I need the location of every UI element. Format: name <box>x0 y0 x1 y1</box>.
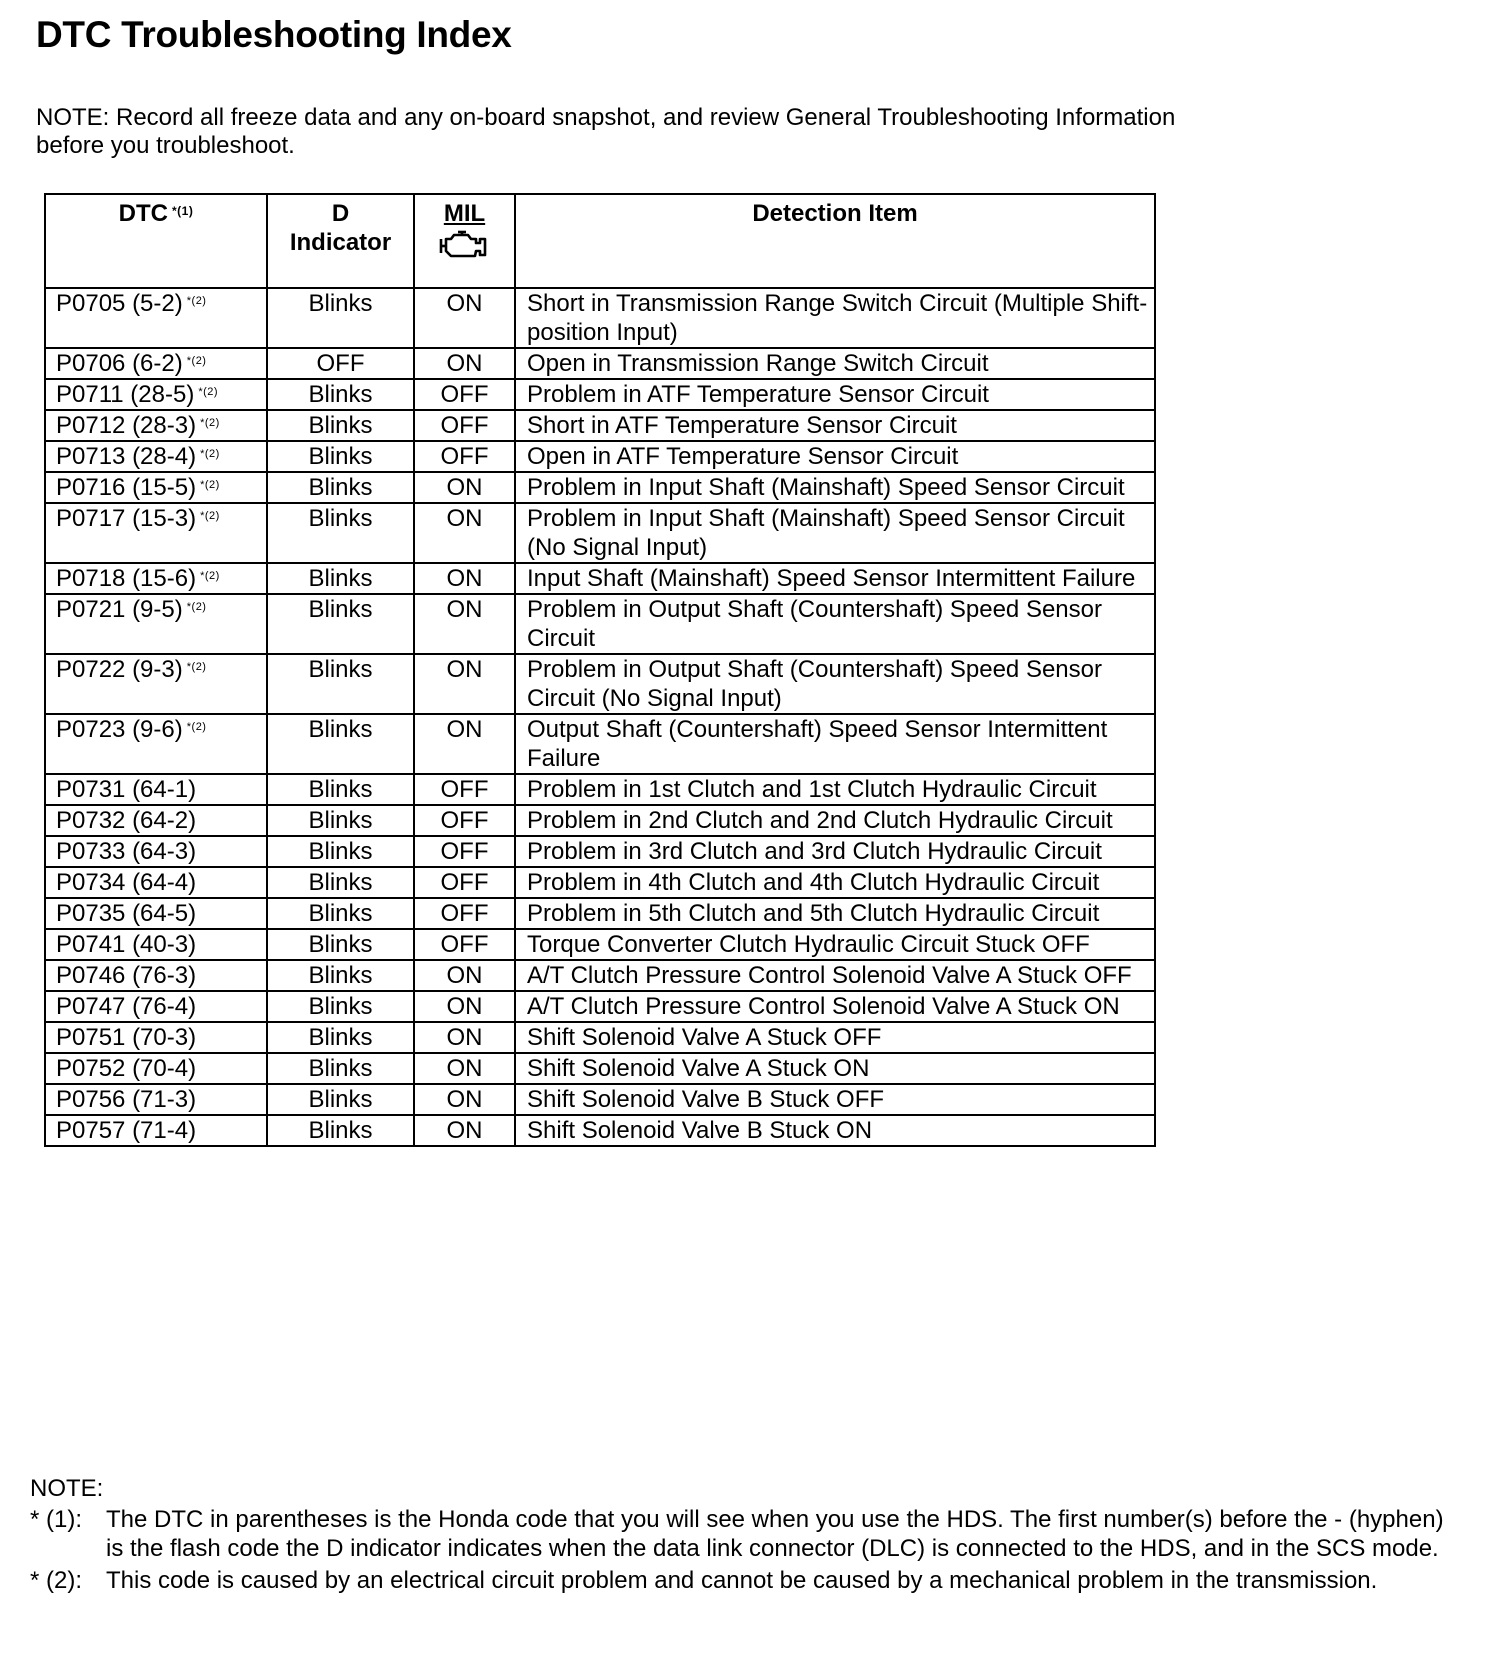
mil-cell: OFF <box>414 805 515 836</box>
dtc-footnote-ref: *(2) <box>200 417 220 429</box>
table-row <box>45 594 1155 654</box>
mil-cell: ON <box>414 1084 515 1115</box>
d-indicator-cell: OFF <box>267 348 414 379</box>
dtc-code: P0752 (70-4) <box>56 1055 197 1082</box>
detection-item-cell: Open in Transmission Range Switch Circuit <box>515 348 1155 379</box>
dtc-code-cell <box>45 503 267 563</box>
table-row <box>45 472 1155 503</box>
detection-item-cell: Shift Solenoid Valve A Stuck ON <box>515 1053 1155 1084</box>
dtc-code: P0734 (64-4) <box>56 869 197 896</box>
detection-item-cell: Input Shaft (Mainshaft) Speed Sensor Intermittent Failure <box>515 563 1155 594</box>
table-row <box>45 654 1155 714</box>
dtc-footnote-ref: *(2) <box>186 295 207 307</box>
mil-cell: ON <box>414 563 515 594</box>
detection-item-cell: Output Shaft (Countershaft) Speed Sensor Intermittent Failure <box>515 714 1155 774</box>
dtc-footnote-ref: *(2) <box>186 721 207 733</box>
table-row <box>45 288 1155 348</box>
d-indicator-cell: Blinks <box>267 1022 414 1053</box>
d-indicator-cell: Blinks <box>267 836 414 867</box>
footnote-2 <box>30 1566 1450 1595</box>
d-indicator-cell: Blinks <box>267 774 414 805</box>
detection-item-cell: Open in ATF Temperature Sensor Circuit <box>515 441 1155 472</box>
dtc-code-cell <box>45 379 267 410</box>
mil-cell: OFF <box>414 929 515 960</box>
footnote-2-text: This code is caused by an electrical circuit problem and cannot be caused by a mechanical problem in the transmission. <box>106 1567 1378 1594</box>
page-title: DTC Troubleshooting Index <box>36 14 512 55</box>
table-row <box>45 410 1155 441</box>
dtc-footnote-ref: *(2) <box>186 661 207 673</box>
mil-cell: ON <box>414 1115 515 1146</box>
header-mil <box>414 194 515 288</box>
header-d-indicator <box>267 194 414 288</box>
mil-cell: OFF <box>414 379 515 410</box>
dtc-code: P0746 (76-3) <box>56 962 197 989</box>
detection-item-cell: Problem in 2nd Clutch and 2nd Clutch Hydraulic Circuit <box>515 805 1155 836</box>
footnotes <box>30 1474 1450 1598</box>
mil-cell: OFF <box>414 774 515 805</box>
intro-note <box>36 104 1296 160</box>
dtc-code-cell <box>45 960 267 991</box>
table-row <box>45 774 1155 805</box>
detection-item-cell: Problem in 3rd Clutch and 3rd Clutch Hydraulic Circuit <box>515 836 1155 867</box>
dtc-code-cell <box>45 1084 267 1115</box>
mil-cell: ON <box>414 960 515 991</box>
dtc-code: P0747 (76-4) <box>56 993 197 1020</box>
dtc-code-cell <box>45 898 267 929</box>
d-indicator-cell: Blinks <box>267 867 414 898</box>
header-indicator-label: Indicator <box>289 229 392 256</box>
table-row <box>45 836 1155 867</box>
dtc-footnote-ref: *(2) <box>200 448 220 460</box>
dtc-code-cell <box>45 288 267 348</box>
d-indicator-cell: Blinks <box>267 472 414 503</box>
mil-cell: ON <box>414 654 515 714</box>
dtc-code: P0733 (64-3) <box>56 838 197 865</box>
dtc-code-cell <box>45 348 267 379</box>
dtc-footnote-ref: *(2) <box>200 570 220 582</box>
mil-cell: ON <box>414 348 515 379</box>
header-dtc-label: DTC <box>118 200 168 227</box>
dtc-code-cell <box>45 867 267 898</box>
dtc-code: P0712 (28-3) <box>56 412 197 439</box>
dtc-code-cell <box>45 472 267 503</box>
table-header-row <box>45 194 1155 288</box>
detection-item-cell: Problem in Output Shaft (Countershaft) Speed Sensor Circuit <box>515 594 1155 654</box>
table-row <box>45 1115 1155 1146</box>
d-indicator-cell: Blinks <box>267 960 414 991</box>
table-row <box>45 991 1155 1022</box>
dtc-table-body <box>45 288 1155 1146</box>
d-indicator-cell: Blinks <box>267 410 414 441</box>
detection-item-cell: Problem in Output Shaft (Countershaft) Speed Sensor Circuit (No Signal Input) <box>515 654 1155 714</box>
dtc-code-cell <box>45 1115 267 1146</box>
mil-cell: ON <box>414 1053 515 1084</box>
mil-cell: OFF <box>414 867 515 898</box>
table-row <box>45 960 1155 991</box>
dtc-footnote-ref: *(2) <box>198 386 219 398</box>
mil-cell: OFF <box>414 410 515 441</box>
dtc-code-cell <box>45 774 267 805</box>
d-indicator-cell: Blinks <box>267 594 414 654</box>
header-d-label: D <box>331 200 350 227</box>
detection-item-cell: Shift Solenoid Valve B Stuck ON <box>515 1115 1155 1146</box>
dtc-code: P0713 (28-4) <box>56 443 197 470</box>
mil-cell: ON <box>414 594 515 654</box>
detection-item-cell: Problem in Input Shaft (Mainshaft) Speed Sensor Circuit (No Signal Input) <box>515 503 1155 563</box>
table-row <box>45 1084 1155 1115</box>
mil-cell: OFF <box>414 898 515 929</box>
intro-note-line-1: NOTE: Record all freeze data and any on-board snapshot, and review General Troubleshooting Information <box>36 104 1176 131</box>
table-row <box>45 898 1155 929</box>
detection-item-cell: Short in Transmission Range Switch Circuit (Multiple Shift-position Input) <box>515 288 1155 348</box>
d-indicator-cell: Blinks <box>267 441 414 472</box>
header-dtc-footnote-ref: *(1) <box>171 204 194 218</box>
dtc-code: P0705 (5-2) <box>56 290 183 317</box>
table-row <box>45 503 1155 563</box>
detection-item-cell: A/T Clutch Pressure Control Solenoid Valve A Stuck ON <box>515 991 1155 1022</box>
dtc-code: P0722 (9-3) <box>56 656 183 683</box>
detection-item-cell: Problem in 4th Clutch and 4th Clutch Hydraulic Circuit <box>515 867 1155 898</box>
dtc-code-cell <box>45 836 267 867</box>
dtc-code-cell <box>45 714 267 774</box>
detection-item-cell: Problem in 1st Clutch and 1st Clutch Hydraulic Circuit <box>515 774 1155 805</box>
dtc-code-cell <box>45 654 267 714</box>
dtc-code-cell <box>45 563 267 594</box>
dtc-code-cell <box>45 441 267 472</box>
dtc-code: P0716 (15-5) <box>56 474 197 501</box>
mil-cell: ON <box>414 288 515 348</box>
dtc-code: P0735 (64-5) <box>56 900 197 927</box>
detection-item-cell: Problem in ATF Temperature Sensor Circuit <box>515 379 1155 410</box>
dtc-table <box>44 193 1156 1147</box>
table-row <box>45 867 1155 898</box>
dtc-code: P0757 (71-4) <box>56 1117 197 1144</box>
d-indicator-cell: Blinks <box>267 1084 414 1115</box>
d-indicator-cell: Blinks <box>267 288 414 348</box>
dtc-code: P0731 (64-1) <box>56 776 197 803</box>
engine-check-icon <box>437 230 493 262</box>
dtc-code-cell <box>45 991 267 1022</box>
footnote-2-mark: * (2): <box>30 1567 83 1594</box>
detection-item-cell: Short in ATF Temperature Sensor Circuit <box>515 410 1155 441</box>
header-detection-item: Detection Item <box>515 194 1155 288</box>
dtc-footnote-ref: *(2) <box>200 479 220 491</box>
dtc-code: P0711 (28-5) <box>56 381 195 408</box>
mil-cell: OFF <box>414 441 515 472</box>
dtc-code-cell <box>45 805 267 836</box>
dtc-code: P0718 (15-6) <box>56 565 197 592</box>
detection-item-cell: Shift Solenoid Valve B Stuck OFF <box>515 1084 1155 1115</box>
table-row <box>45 929 1155 960</box>
table-row <box>45 1022 1155 1053</box>
dtc-footnote-ref: *(2) <box>186 601 207 613</box>
detection-item-cell: Torque Converter Clutch Hydraulic Circuit Stuck OFF <box>515 929 1155 960</box>
table-row <box>45 714 1155 774</box>
d-indicator-cell: Blinks <box>267 1115 414 1146</box>
d-indicator-cell: Blinks <box>267 898 414 929</box>
dtc-code: P0751 (70-3) <box>56 1024 197 1051</box>
dtc-code: P0732 (64-2) <box>56 807 197 834</box>
table-row <box>45 379 1155 410</box>
d-indicator-cell: Blinks <box>267 714 414 774</box>
table-row <box>45 805 1155 836</box>
mil-cell: ON <box>414 991 515 1022</box>
detection-item-cell: Problem in Input Shaft (Mainshaft) Speed Sensor Circuit <box>515 472 1155 503</box>
detection-item-cell: Shift Solenoid Valve A Stuck OFF <box>515 1022 1155 1053</box>
mil-cell: ON <box>414 503 515 563</box>
d-indicator-cell: Blinks <box>267 654 414 714</box>
dtc-footnote-ref: *(2) <box>186 355 207 367</box>
dtc-code-cell <box>45 929 267 960</box>
footnote-1 <box>30 1505 1450 1563</box>
table-row <box>45 1053 1155 1084</box>
dtc-code-cell <box>45 410 267 441</box>
dtc-code: P0721 (9-5) <box>56 596 183 623</box>
d-indicator-cell: Blinks <box>267 1053 414 1084</box>
dtc-code: P0756 (71-3) <box>56 1086 197 1113</box>
mil-cell: OFF <box>414 836 515 867</box>
mil-cell: ON <box>414 472 515 503</box>
d-indicator-cell: Blinks <box>267 805 414 836</box>
dtc-code: P0741 (40-3) <box>56 931 197 958</box>
footnotes-heading: NOTE: <box>30 1475 104 1502</box>
dtc-code: P0717 (15-3) <box>56 505 197 532</box>
d-indicator-cell: Blinks <box>267 503 414 563</box>
footnote-1-mark: * (1): <box>30 1506 83 1533</box>
dtc-code: P0723 (9-6) <box>56 716 183 743</box>
detection-item-cell: Problem in 5th Clutch and 5th Clutch Hydraulic Circuit <box>515 898 1155 929</box>
table-row <box>45 348 1155 379</box>
d-indicator-cell: Blinks <box>267 991 414 1022</box>
mil-cell: ON <box>414 714 515 774</box>
d-indicator-cell: Blinks <box>267 563 414 594</box>
detection-item-cell: A/T Clutch Pressure Control Solenoid Valve A Stuck OFF <box>515 960 1155 991</box>
dtc-code-cell <box>45 594 267 654</box>
dtc-code: P0706 (6-2) <box>56 350 183 377</box>
dtc-code-cell <box>45 1022 267 1053</box>
header-mil-label: MIL <box>443 200 486 227</box>
header-dtc <box>45 194 267 288</box>
table-row <box>45 441 1155 472</box>
footnote-1-text: The DTC in parentheses is the Honda code that you will see when you use the HDS. The first number(s) before the - (hyphen) is the flash code the D indicator indicates when the data link connector (DLC) is connected to the HDS, and in the SCS mode. <box>106 1506 1444 1562</box>
dtc-footnote-ref: *(2) <box>200 510 220 522</box>
d-indicator-cell: Blinks <box>267 929 414 960</box>
intro-note-line-2: before you troubleshoot. <box>36 132 295 159</box>
table-row <box>45 563 1155 594</box>
d-indicator-cell: Blinks <box>267 379 414 410</box>
mil-cell: ON <box>414 1022 515 1053</box>
dtc-code-cell <box>45 1053 267 1084</box>
